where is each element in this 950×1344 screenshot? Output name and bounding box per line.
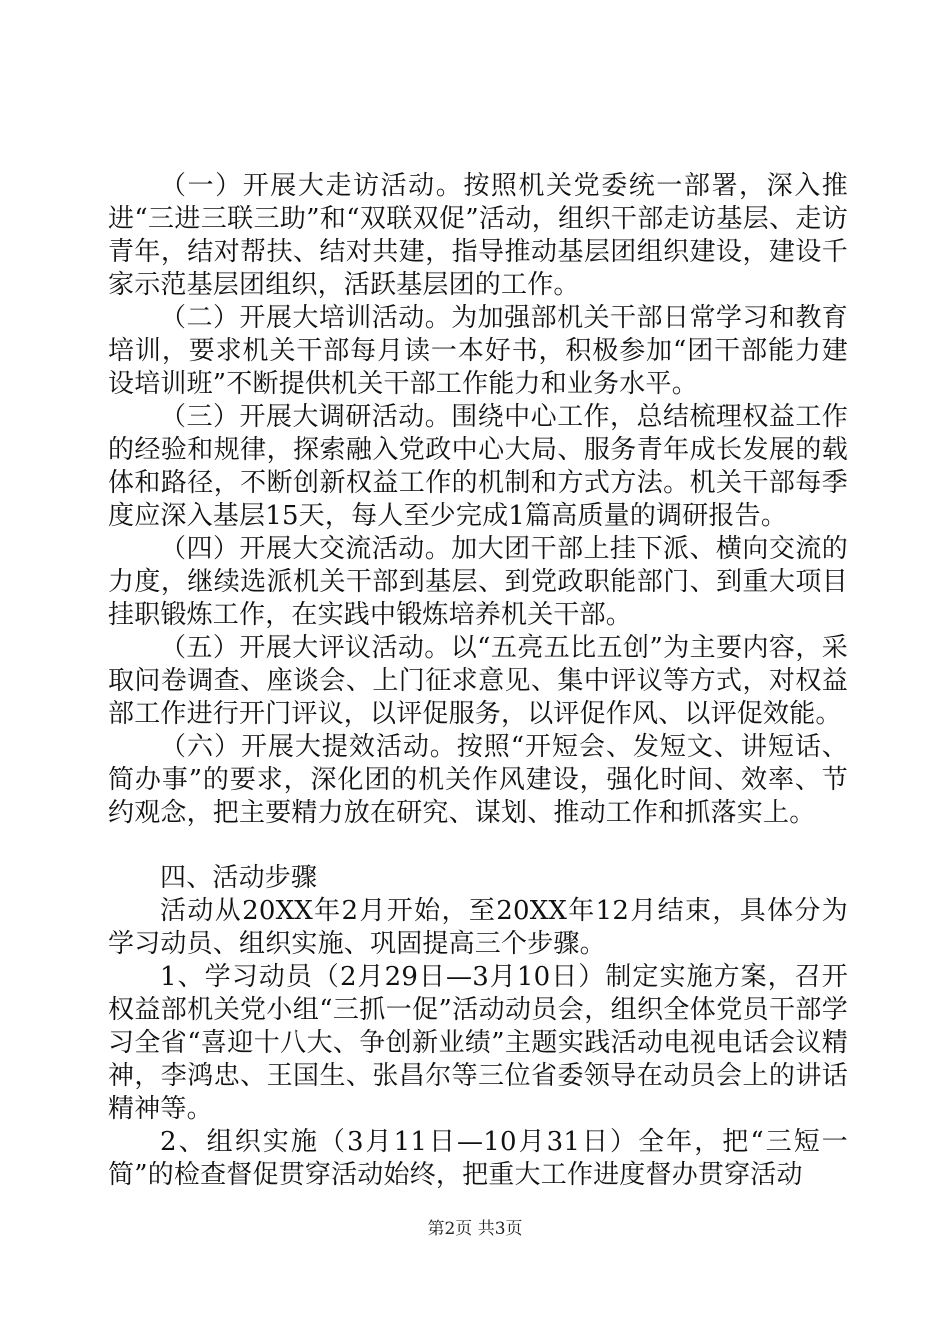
document-body	[108, 170, 848, 1192]
paragraph-review-activity: （五）开展大评议活动。以“五亮五比五创”为主要内容，采取问卷调查、座谈会、上门征求意见、集中评议等方式，对权益部工作进行开门评议，以评促服务，以评促作风、以评促效能。	[108, 633, 848, 729]
paragraph-efficiency-activity: （六）开展大提效活动。按照“开短会、发短文、讲短话、简办事”的要求，深化团的机关作风建设，强化时间、效率、节约观念，把主要精力放在研究、谋划、推动工作和抓落实上。	[108, 732, 848, 828]
paragraph-training-activity: （二）开展大培训活动。为加强部机关干部日常学习和教育培训，要求机关干部每月读一本好书，积极参加“团干部能力建设培训班”不断提供机关干部工作能力和业务水平。	[108, 303, 848, 399]
paragraph-research-activity: （三）开展大调研活动。围绕中心工作，总结梳理权益工作的经验和规律，探索融入党政中心大局、服务青年成长发展的载体和路径，不断创新权益工作的机制和方式方法。机关干部每季度应深入基层15天，每人至少完成1篇高质量的调研报告。	[108, 402, 848, 531]
paragraph-steps-overview: 活动从20XX年2月开始，至20XX年12月结束，具体分为学习动员、组织实施、巩固提高三个步骤。	[108, 896, 848, 959]
paragraph-step-implementation: 2、组织实施（3月11日—10月31日）全年，把“三短一简”的检查督促贯穿活动始终，把重大工作进度督办贯穿活动	[108, 1127, 848, 1190]
paragraph-step-mobilization: 1、学习动员（2月29日—3月10日）制定实施方案，召开权益部机关党小组“三抓一促”活动动员会，组织全体党员干部学习全省“喜迎十八大、争创新业绩”主题实践活动电视电话会议精神，李鸿忠、王国生、张昌尔等三位省委领导在动员会上的讲话精神等。	[108, 962, 848, 1124]
page-footer: 第2页 共3页	[427, 1219, 523, 1239]
paragraph-exchange-activity: （四）开展大交流活动。加大团干部上挂下派、横向交流的力度，继续选派机关干部到基层、到党政职能部门、到重大项目挂职锻炼工作，在实践中锻炼培养机关干部。	[108, 534, 848, 630]
section-heading-activity-steps: 四、活动步骤	[160, 863, 318, 893]
paragraph-visit-activity: （一）开展大走访活动。按照机关党委统一部署，深入推进“三进三联三助”和“双联双促”活动，组织干部走访基层、走访青年，结对帮扶、结对共建，指导推动基层团组织建设，建设千家示范基层团组织，活跃基层团的工作。	[108, 171, 848, 300]
